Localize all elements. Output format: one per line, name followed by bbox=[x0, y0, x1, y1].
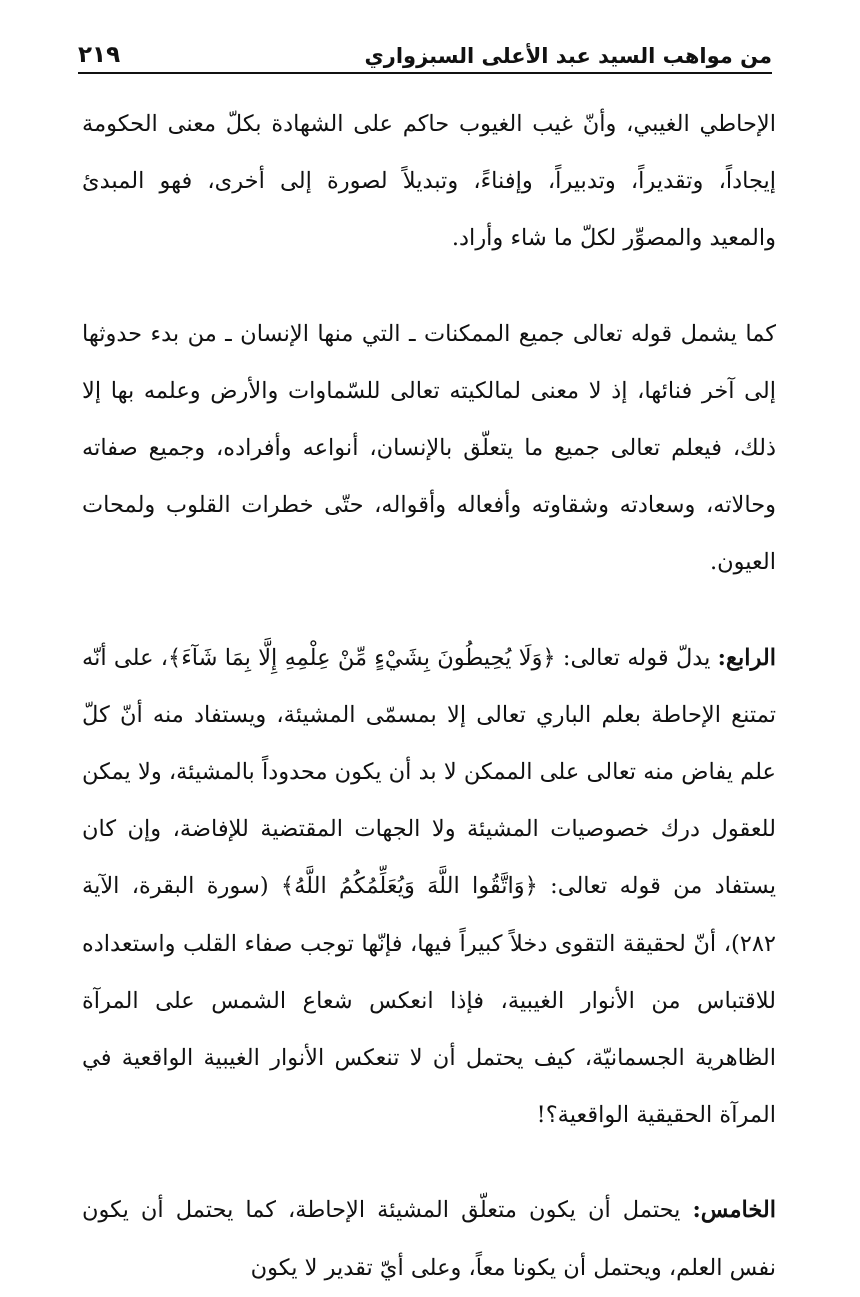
paragraph-2 bbox=[82, 306, 776, 592]
page-body bbox=[82, 96, 776, 1297]
page-number: ٢١٩ bbox=[78, 42, 121, 68]
paragraph-3 bbox=[82, 630, 776, 1145]
section-lead: الرابع: bbox=[717, 644, 776, 671]
running-title: من مواهب السيد عبد الأعلى السبزواري bbox=[364, 44, 772, 68]
paragraph-text: الإحاطي الغيبي، وأنّ غيب الغيوب حاكم على الشهادة بكلّ معنى الحكومة إيجاداً، وتقديراً، وتدبيراً، وإفناءً، وتبديلاً لصورة إلى أخرى، فهو المبدئ والمعيد والمصوِّر لكلّ ما شاء وأراد. bbox=[82, 111, 776, 252]
paragraph-text: يدلّ قوله تعالى: ﴿وَلَا يُحِيطُونَ بِشَيْءٍ مِّنْ عِلْمِهِ إِلَّا بِمَا شَآءَ﴾، على أنّه تمتنع الإحاطة بعلم الباري تعالى إلا بمسمّى المشيئة، ويستفاد منه أنّ كلّ علم يفاض منه تعالى على الممكن لا بد أن يكون محدوداً بالمشيئة، ولا يمكن للعقول درك خصوصيات المشيئة ولا الجهات المقتضية للإفاضة، وإن كان يستفاد من قوله تعالى: ﴿وَاتَّقُوا اللَّهَ وَيُعَلِّمُكُمُ اللَّهُ﴾ (سورة البقرة، الآية ٢٨٢)، أنّ لحقيقة التقوى دخلاً كبيراً فيها، فإنّها توجب صفاء القلب واستعداده للاقتباس من الأنوار الغيبية، فإذا انعكس شعاع الشمس على المرآة الظاهرية الجسمانيّة، كيف يحتمل أن لا تنعكس الأنوار الغيبية الواقعية في المرآة الحقيقية الواقعية؟! bbox=[82, 644, 776, 1129]
paragraph-text: كما يشمل قوله تعالى جميع الممكنات ـ التي منها الإنسان ـ من بدء حدوثها إلى آخر فنائها، إذ لا معنى لمالكيته تعالى للسّماوات والأرض وعلمه بها إلا ذلك، فيعلم تعالى جميع ما يتعلّق بالإنسان، أنواعه وأفراده، وجميع صفاته وحالاته، وسعادته وشقاوته وأفعاله وأقواله، حتّى خطرات القلوب ولمحات العيون. bbox=[82, 320, 776, 576]
paragraph-text: يحتمل أن يكون متعلّق المشيئة الإحاطة، كما يحتمل أن يكون نفس العلم، ويحتمل أن يكونا معاً، وعلى أيّ تقدير لا يكون bbox=[82, 1197, 776, 1281]
section-lead: الخامس: bbox=[692, 1197, 776, 1224]
paragraph-1 bbox=[82, 96, 776, 268]
paragraph-4 bbox=[82, 1182, 776, 1296]
page-header bbox=[78, 28, 772, 74]
